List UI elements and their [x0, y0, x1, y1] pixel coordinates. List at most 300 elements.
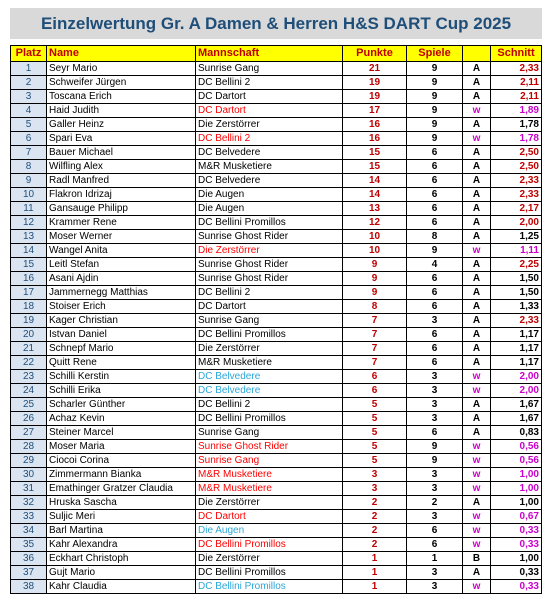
- platz-cell: 5: [11, 118, 47, 132]
- platz-cell: 28: [11, 440, 47, 454]
- name-cell: Wangel Anita: [47, 244, 196, 258]
- platz-cell: 27: [11, 426, 47, 440]
- schnitt-cell: 1,67: [491, 412, 542, 426]
- schnitt-cell: 1,00: [491, 552, 542, 566]
- gruppe-cell: w: [463, 482, 491, 496]
- spiele-cell: 6: [407, 216, 463, 230]
- spiele-cell: 9: [407, 90, 463, 104]
- gruppe-cell: w: [463, 524, 491, 538]
- platz-cell: 12: [11, 216, 47, 230]
- gruppe-cell: A: [463, 230, 491, 244]
- punkte-cell: 14: [343, 188, 407, 202]
- schnitt-cell: 1,00: [491, 482, 542, 496]
- spiele-cell: 6: [407, 160, 463, 174]
- schnitt-cell: 2,17: [491, 202, 542, 216]
- spiele-cell: 3: [407, 370, 463, 384]
- spiele-cell: 6: [407, 272, 463, 286]
- gruppe-cell: w: [463, 580, 491, 594]
- schnitt-cell: 1,50: [491, 272, 542, 286]
- spiele-cell: 6: [407, 356, 463, 370]
- name-cell: Jammernegg Matthias: [47, 286, 196, 300]
- punkte-cell: 13: [343, 202, 407, 216]
- table-row: [11, 160, 542, 174]
- name-cell: Stoiser Erich: [47, 300, 196, 314]
- team-cell: Sunrise Gang: [196, 454, 343, 468]
- schnitt-cell: 1,78: [491, 118, 542, 132]
- punkte-cell: 7: [343, 356, 407, 370]
- name-cell: Quitt Rene: [47, 356, 196, 370]
- platz-cell: 11: [11, 202, 47, 216]
- name-cell: Spari Eva: [47, 132, 196, 146]
- spiele-cell: 3: [407, 314, 463, 328]
- team-cell: Die Zerstörrer: [196, 244, 343, 258]
- gruppe-cell: B: [463, 552, 491, 566]
- team-cell: DC Bellini Promillos: [196, 538, 343, 552]
- punkte-cell: 19: [343, 90, 407, 104]
- gruppe-cell: w: [463, 538, 491, 552]
- name-cell: Suljic Meri: [47, 510, 196, 524]
- schnitt-cell: 2,11: [491, 90, 542, 104]
- table-row: [11, 146, 542, 160]
- gruppe-cell: A: [463, 566, 491, 580]
- name-cell: Asani Ajdin: [47, 272, 196, 286]
- table-row: [11, 132, 542, 146]
- spiele-cell: 3: [407, 482, 463, 496]
- gruppe-cell: A: [463, 216, 491, 230]
- gruppe-cell: A: [463, 160, 491, 174]
- spiele-cell: 6: [407, 174, 463, 188]
- schnitt-cell: 1,11: [491, 244, 542, 258]
- platz-cell: 22: [11, 356, 47, 370]
- schnitt-cell: 0,33: [491, 580, 542, 594]
- team-cell: Sunrise Gang: [196, 426, 343, 440]
- punkte-cell: 21: [343, 62, 407, 76]
- name-cell: Istvan Daniel: [47, 328, 196, 342]
- table-row: [11, 412, 542, 426]
- gruppe-cell: A: [463, 356, 491, 370]
- team-cell: DC Bellini Promillos: [196, 328, 343, 342]
- team-cell: Die Augen: [196, 524, 343, 538]
- gruppe-cell: A: [463, 342, 491, 356]
- schnitt-cell: 2,00: [491, 384, 542, 398]
- name-cell: Moser Werner: [47, 230, 196, 244]
- gruppe-cell: A: [463, 398, 491, 412]
- platz-cell: 24: [11, 384, 47, 398]
- platz-cell: 36: [11, 552, 47, 566]
- page-title: Einzelwertung Gr. A Damen & Herren H&S DART Cup 2025: [10, 8, 542, 39]
- spiele-cell: 3: [407, 468, 463, 482]
- col-header-mannschaft: Mannschaft: [196, 46, 343, 62]
- col-header-name: Name: [47, 46, 196, 62]
- name-cell: Kahr Claudia: [47, 580, 196, 594]
- gruppe-cell: w: [463, 440, 491, 454]
- col-header-gruppe: [463, 46, 491, 62]
- table-row: [11, 510, 542, 524]
- punkte-cell: 9: [343, 258, 407, 272]
- punkte-cell: 5: [343, 454, 407, 468]
- punkte-cell: 16: [343, 118, 407, 132]
- team-cell: DC Belvedere: [196, 370, 343, 384]
- spiele-cell: 9: [407, 118, 463, 132]
- team-cell: DC Bellini Promillos: [196, 412, 343, 426]
- team-cell: DC Bellini 2: [196, 76, 343, 90]
- schnitt-cell: 0,33: [491, 538, 542, 552]
- spiele-cell: 3: [407, 580, 463, 594]
- table-row: [11, 342, 542, 356]
- ranking-table: [10, 45, 542, 594]
- team-cell: Sunrise Gang: [196, 62, 343, 76]
- schnitt-cell: 2,00: [491, 216, 542, 230]
- platz-cell: 6: [11, 132, 47, 146]
- schnitt-cell: 1,17: [491, 356, 542, 370]
- punkte-cell: 5: [343, 412, 407, 426]
- name-cell: Eckhart Christoph: [47, 552, 196, 566]
- gruppe-cell: A: [463, 272, 491, 286]
- name-cell: Schweifer Jürgen: [47, 76, 196, 90]
- punkte-cell: 10: [343, 244, 407, 258]
- team-cell: M&R Musketiere: [196, 160, 343, 174]
- platz-cell: 34: [11, 524, 47, 538]
- gruppe-cell: w: [463, 384, 491, 398]
- spiele-cell: 3: [407, 412, 463, 426]
- punkte-cell: 7: [343, 342, 407, 356]
- team-cell: DC Dartort: [196, 104, 343, 118]
- name-cell: Schilli Kerstin: [47, 370, 196, 384]
- table-row: [11, 62, 542, 76]
- team-cell: DC Bellini 2: [196, 132, 343, 146]
- platz-cell: 32: [11, 496, 47, 510]
- gruppe-cell: A: [463, 314, 491, 328]
- punkte-cell: 5: [343, 440, 407, 454]
- platz-cell: 23: [11, 370, 47, 384]
- gruppe-cell: A: [463, 174, 491, 188]
- schnitt-cell: 2,25: [491, 258, 542, 272]
- team-cell: DC Bellini Promillos: [196, 580, 343, 594]
- spiele-cell: 6: [407, 300, 463, 314]
- team-cell: Sunrise Ghost Rider: [196, 258, 343, 272]
- punkte-cell: 2: [343, 510, 407, 524]
- schnitt-cell: 0,33: [491, 524, 542, 538]
- schnitt-cell: 1,00: [491, 468, 542, 482]
- gruppe-cell: A: [463, 118, 491, 132]
- platz-cell: 3: [11, 90, 47, 104]
- platz-cell: 30: [11, 468, 47, 482]
- table-row: [11, 384, 542, 398]
- platz-cell: 19: [11, 314, 47, 328]
- name-cell: Moser Maria: [47, 440, 196, 454]
- gruppe-cell: A: [463, 146, 491, 160]
- punkte-cell: 9: [343, 272, 407, 286]
- platz-cell: 25: [11, 398, 47, 412]
- punkte-cell: 2: [343, 524, 407, 538]
- schnitt-cell: 1,25: [491, 230, 542, 244]
- team-cell: Sunrise Ghost Rider: [196, 440, 343, 454]
- name-cell: Krammer Rene: [47, 216, 196, 230]
- schnitt-cell: 2,11: [491, 76, 542, 90]
- col-header-platz: Platz: [11, 46, 47, 62]
- schnitt-cell: 1,78: [491, 132, 542, 146]
- spiele-cell: 2: [407, 496, 463, 510]
- table-row: [11, 76, 542, 90]
- name-cell: Zimmermann Bianka: [47, 468, 196, 482]
- gruppe-cell: A: [463, 286, 491, 300]
- platz-cell: 20: [11, 328, 47, 342]
- schnitt-cell: 2,33: [491, 174, 542, 188]
- punkte-cell: 12: [343, 216, 407, 230]
- team-cell: DC Belvedere: [196, 146, 343, 160]
- spiele-cell: 6: [407, 146, 463, 160]
- spiele-cell: 3: [407, 398, 463, 412]
- gruppe-cell: A: [463, 426, 491, 440]
- platz-cell: 1: [11, 62, 47, 76]
- col-header-schnitt: Schnitt: [491, 46, 542, 62]
- name-cell: Achaz Kevin: [47, 412, 196, 426]
- name-cell: Ciocoi Corina: [47, 454, 196, 468]
- platz-cell: 35: [11, 538, 47, 552]
- punkte-cell: 8: [343, 300, 407, 314]
- platz-cell: 2: [11, 76, 47, 90]
- schnitt-cell: 2,33: [491, 314, 542, 328]
- table-row: [11, 356, 542, 370]
- gruppe-cell: A: [463, 496, 491, 510]
- punkte-cell: 15: [343, 160, 407, 174]
- spiele-cell: 9: [407, 440, 463, 454]
- platz-cell: 26: [11, 412, 47, 426]
- table-row: [11, 230, 542, 244]
- name-cell: Gujt Mario: [47, 566, 196, 580]
- name-cell: Barl Martina: [47, 524, 196, 538]
- spiele-cell: 6: [407, 342, 463, 356]
- schnitt-cell: 0,56: [491, 440, 542, 454]
- spiele-cell: 9: [407, 76, 463, 90]
- table-row: [11, 286, 542, 300]
- gruppe-cell: w: [463, 454, 491, 468]
- table-row: [11, 272, 542, 286]
- punkte-cell: 19: [343, 76, 407, 90]
- schnitt-cell: 2,50: [491, 146, 542, 160]
- spiele-cell: 9: [407, 62, 463, 76]
- name-cell: Kahr Alexandra: [47, 538, 196, 552]
- platz-cell: 33: [11, 510, 47, 524]
- table-row: [11, 118, 542, 132]
- schnitt-cell: 0,56: [491, 454, 542, 468]
- table-row: [11, 552, 542, 566]
- table-row: [11, 370, 542, 384]
- schnitt-cell: 2,33: [491, 188, 542, 202]
- name-cell: Seyr Mario: [47, 62, 196, 76]
- punkte-cell: 14: [343, 174, 407, 188]
- name-cell: Bauer Michael: [47, 146, 196, 160]
- platz-cell: 4: [11, 104, 47, 118]
- team-cell: DC Dartort: [196, 90, 343, 104]
- gruppe-cell: w: [463, 370, 491, 384]
- schnitt-cell: 2,50: [491, 160, 542, 174]
- gruppe-cell: A: [463, 328, 491, 342]
- table-row: [11, 524, 542, 538]
- table-row: [11, 426, 542, 440]
- table-row: [11, 468, 542, 482]
- spiele-cell: 8: [407, 230, 463, 244]
- spiele-cell: 4: [407, 258, 463, 272]
- table-row: [11, 188, 542, 202]
- gruppe-cell: w: [463, 132, 491, 146]
- gruppe-cell: A: [463, 90, 491, 104]
- table-row: [11, 398, 542, 412]
- table-row: [11, 216, 542, 230]
- gruppe-cell: w: [463, 468, 491, 482]
- gruppe-cell: A: [463, 202, 491, 216]
- platz-cell: 21: [11, 342, 47, 356]
- team-cell: DC Belvedere: [196, 384, 343, 398]
- team-cell: Sunrise Ghost Rider: [196, 230, 343, 244]
- schnitt-cell: 0,83: [491, 426, 542, 440]
- spiele-cell: 9: [407, 454, 463, 468]
- name-cell: Galler Heinz: [47, 118, 196, 132]
- spiele-cell: 6: [407, 426, 463, 440]
- punkte-cell: 10: [343, 230, 407, 244]
- table-row: [11, 440, 542, 454]
- name-cell: Gansauge Philipp: [47, 202, 196, 216]
- col-header-punkte: Punkte: [343, 46, 407, 62]
- punkte-cell: 15: [343, 146, 407, 160]
- name-cell: Haid Judith: [47, 104, 196, 118]
- name-cell: Emathinger Gratzer Claudia: [47, 482, 196, 496]
- gruppe-cell: A: [463, 62, 491, 76]
- table-row: [11, 300, 542, 314]
- name-cell: Steiner Marcel: [47, 426, 196, 440]
- table-row: [11, 314, 542, 328]
- spiele-cell: 6: [407, 538, 463, 552]
- gruppe-cell: A: [463, 258, 491, 272]
- platz-cell: 31: [11, 482, 47, 496]
- platz-cell: 15: [11, 258, 47, 272]
- schnitt-cell: 0,33: [491, 566, 542, 580]
- table-row: [11, 258, 542, 272]
- spiele-cell: 6: [407, 188, 463, 202]
- table-row: [11, 244, 542, 258]
- team-cell: M&R Musketiere: [196, 482, 343, 496]
- punkte-cell: 1: [343, 552, 407, 566]
- schnitt-cell: 2,00: [491, 370, 542, 384]
- schnitt-cell: 0,67: [491, 510, 542, 524]
- gruppe-cell: A: [463, 76, 491, 90]
- table-row: [11, 538, 542, 552]
- spiele-cell: 9: [407, 104, 463, 118]
- spiele-cell: 6: [407, 524, 463, 538]
- table-row: [11, 328, 542, 342]
- team-cell: DC Bellini 2: [196, 286, 343, 300]
- spiele-cell: 6: [407, 286, 463, 300]
- platz-cell: 17: [11, 286, 47, 300]
- platz-cell: 14: [11, 244, 47, 258]
- platz-cell: 10: [11, 188, 47, 202]
- schnitt-cell: 1,00: [491, 496, 542, 510]
- platz-cell: 13: [11, 230, 47, 244]
- name-cell: Scharler Günther: [47, 398, 196, 412]
- platz-cell: 37: [11, 566, 47, 580]
- spiele-cell: 9: [407, 244, 463, 258]
- col-header-spiele: Spiele: [407, 46, 463, 62]
- spiele-cell: 3: [407, 384, 463, 398]
- name-cell: Kager Christian: [47, 314, 196, 328]
- schnitt-cell: 1,17: [491, 328, 542, 342]
- team-cell: M&R Musketiere: [196, 468, 343, 482]
- team-cell: DC Dartort: [196, 510, 343, 524]
- header-row: [11, 46, 542, 62]
- punkte-cell: 2: [343, 538, 407, 552]
- punkte-cell: 7: [343, 314, 407, 328]
- platz-cell: 16: [11, 272, 47, 286]
- schnitt-cell: 1,33: [491, 300, 542, 314]
- table-row: [11, 174, 542, 188]
- name-cell: Wilfling Alex: [47, 160, 196, 174]
- table-row: [11, 580, 542, 594]
- platz-cell: 29: [11, 454, 47, 468]
- table-row: [11, 496, 542, 510]
- punkte-cell: 1: [343, 566, 407, 580]
- gruppe-cell: A: [463, 188, 491, 202]
- gruppe-cell: w: [463, 244, 491, 258]
- team-cell: M&R Musketiere: [196, 356, 343, 370]
- gruppe-cell: A: [463, 300, 491, 314]
- team-cell: Die Zerstörrer: [196, 496, 343, 510]
- punkte-cell: 9: [343, 286, 407, 300]
- team-cell: Die Zerstörrer: [196, 552, 343, 566]
- name-cell: Leitl Stefan: [47, 258, 196, 272]
- platz-cell: 38: [11, 580, 47, 594]
- team-cell: Sunrise Ghost Rider: [196, 272, 343, 286]
- name-cell: Schnepf Mario: [47, 342, 196, 356]
- punkte-cell: 7: [343, 328, 407, 342]
- spiele-cell: 3: [407, 510, 463, 524]
- punkte-cell: 5: [343, 398, 407, 412]
- spiele-cell: 3: [407, 566, 463, 580]
- punkte-cell: 2: [343, 496, 407, 510]
- punkte-cell: 17: [343, 104, 407, 118]
- team-cell: Die Augen: [196, 188, 343, 202]
- schnitt-cell: 1,50: [491, 286, 542, 300]
- team-cell: DC Dartort: [196, 300, 343, 314]
- table-row: [11, 566, 542, 580]
- name-cell: Schilli Erika: [47, 384, 196, 398]
- schnitt-cell: 1,17: [491, 342, 542, 356]
- platz-cell: 18: [11, 300, 47, 314]
- team-cell: DC Belvedere: [196, 174, 343, 188]
- team-cell: DC Bellini Promillos: [196, 566, 343, 580]
- name-cell: Hruska Sascha: [47, 496, 196, 510]
- platz-cell: 8: [11, 160, 47, 174]
- gruppe-cell: w: [463, 104, 491, 118]
- table-row: [11, 482, 542, 496]
- team-cell: Die Augen: [196, 202, 343, 216]
- schnitt-cell: 1,67: [491, 398, 542, 412]
- table-body: [11, 62, 542, 594]
- table-row: [11, 454, 542, 468]
- table-row: [11, 202, 542, 216]
- spiele-cell: 1: [407, 552, 463, 566]
- spiele-cell: 6: [407, 202, 463, 216]
- table-row: [11, 90, 542, 104]
- name-cell: Flakron Idrizaj: [47, 188, 196, 202]
- punkte-cell: 6: [343, 384, 407, 398]
- spiele-cell: 9: [407, 132, 463, 146]
- name-cell: Toscana Erich: [47, 90, 196, 104]
- punkte-cell: 5: [343, 426, 407, 440]
- punkte-cell: 6: [343, 370, 407, 384]
- schnitt-cell: 1,89: [491, 104, 542, 118]
- table-row: [11, 104, 542, 118]
- team-cell: Sunrise Gang: [196, 314, 343, 328]
